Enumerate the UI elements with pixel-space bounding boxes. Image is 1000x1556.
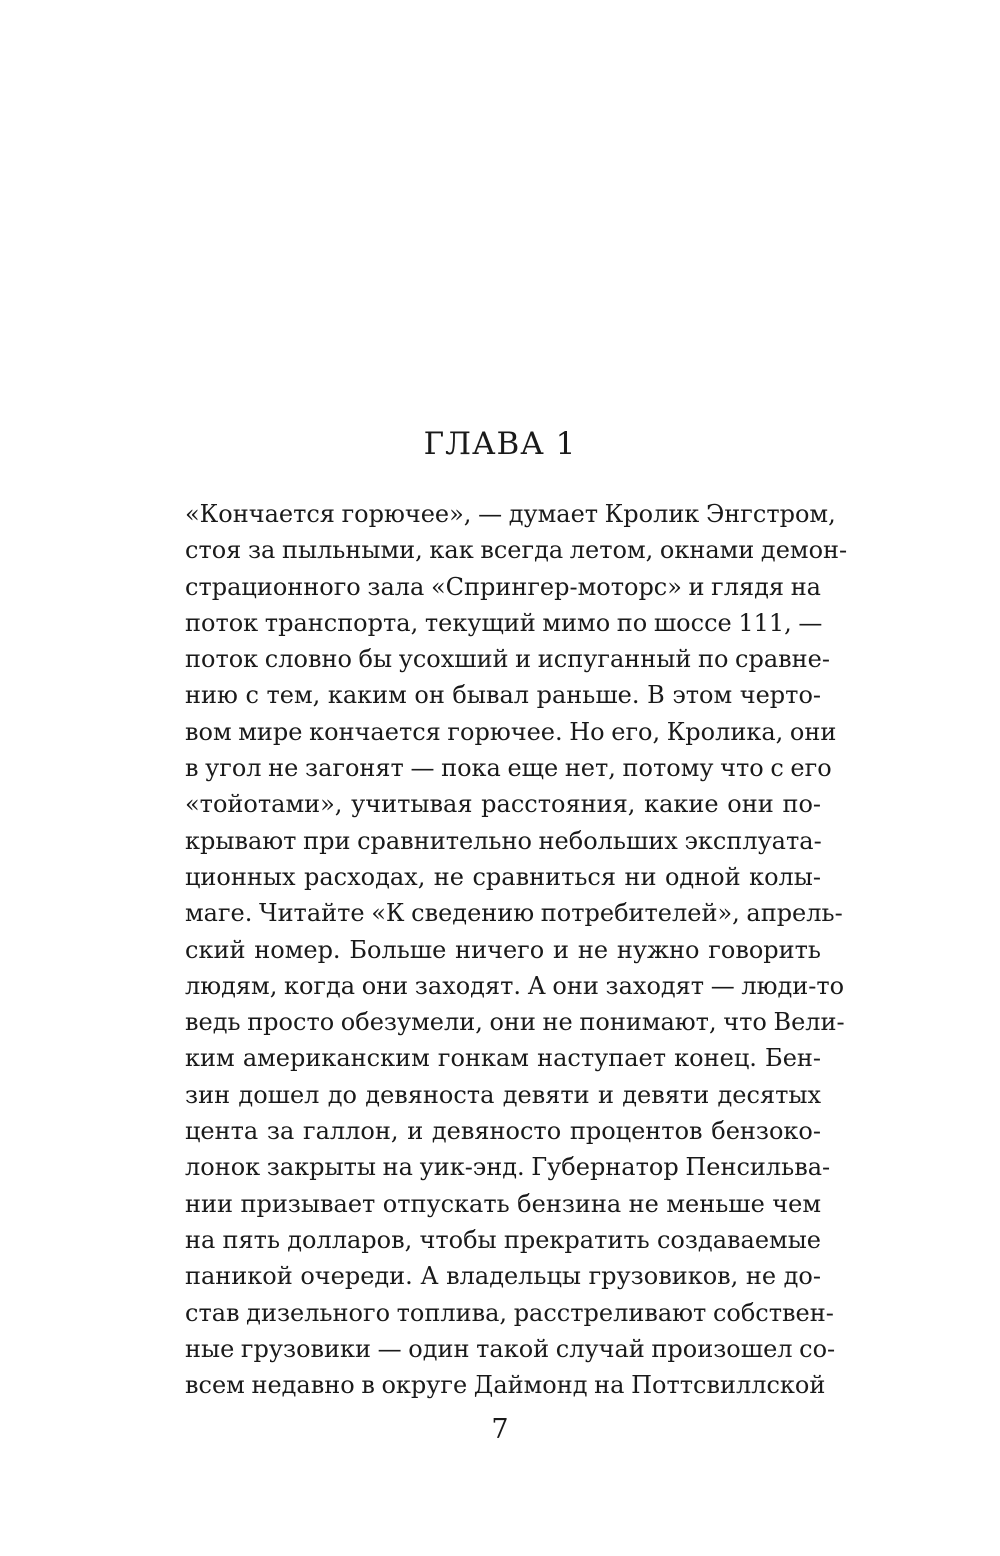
text-line: в угол не загонят — пока еще нет, потому что с его [185,754,832,783]
body-text [185,496,848,1403]
text-line: страционного зала «Спрингер-моторс» и глядя на [185,572,821,601]
text-line: поток словно бы усохший и испуганный по сравне- [185,645,830,674]
text-line: вом мире кончается горючее. Но его, Кролика, они [185,717,837,746]
text-line: поток транспорта, текущий мимо по шоссе 111, — [185,608,823,637]
text-line: «тойотами», учитывая расстояния, какие они по- [185,790,821,819]
text-line: паникой очереди. А владельцы грузовиков, не до- [185,1262,821,1291]
text-line: нию с тем, каким он бывал раньше. В этом черто- [185,681,821,710]
text-line: став дизельного топлива, расстреливают собствен- [185,1298,834,1327]
text-line: крывают при сравнительно небольших эксплуата- [185,826,822,855]
text-line: зин дошел до девяноста девяти и девяти десятых [185,1080,821,1109]
text-line: ные грузовики — один такой случай произошел со- [185,1334,836,1363]
text-line: маге. Читайте «К сведению потребителей», апрель- [185,899,843,928]
text-line: цента за галлон, и девяносто процентов бензоко- [185,1117,821,1146]
text-line: лонок закрыты на уик-энд. Губернатор Пенсильва- [185,1153,831,1182]
text-line: ким американским гонкам наступает конец. Бен- [185,1044,821,1073]
text-line: «Кончается горючее», — думает Кролик Энгстром, [185,500,836,528]
text-line: людям, когда они заходят. А они заходят — люди-то [185,971,845,1000]
text-line: на пять долларов, чтобы прекратить создаваемые [185,1225,821,1254]
page-number: 7 [491,1414,509,1445]
text-line: ский номер. Больше ничего и не нужно говорить [185,935,821,964]
text-line: всем недавно в округе Даймонд на Поттсвиллской [185,1371,826,1400]
text-line: стоя за пыльными, как всегда летом, окнами демон- [185,536,848,565]
text-line: ционных расходах, не сравниться ни одной колы- [185,862,821,891]
text-line: нии призывает отпускать бензина не меньше чем [185,1189,821,1218]
chapter-title: ГЛАВА 1 [423,426,577,462]
text-line: ведь просто обезумели, они не понимают, что Вели- [185,1008,845,1037]
